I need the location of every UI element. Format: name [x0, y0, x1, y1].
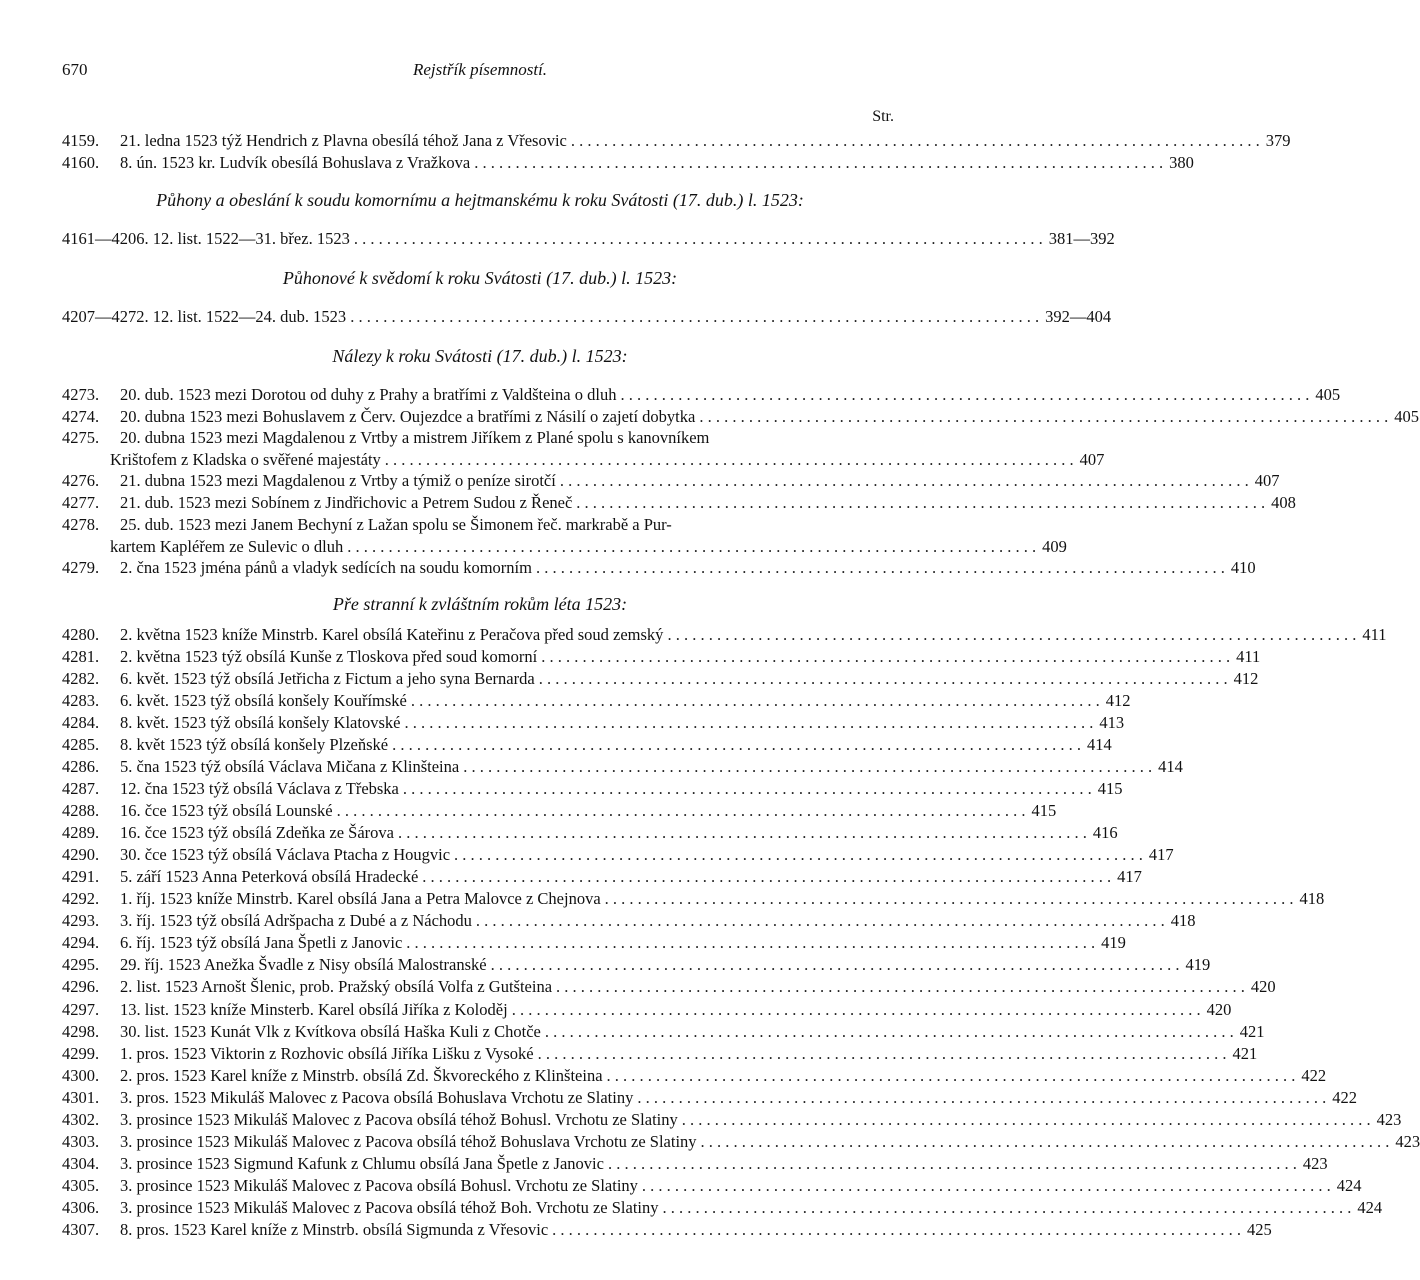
entry-number: 4293.: [62, 911, 100, 931]
page-ref: 415: [1031, 801, 1057, 821]
page-ref: 423: [1302, 1153, 1328, 1173]
page-ref: 423: [1376, 1109, 1402, 1129]
leader-dots: [343, 536, 1036, 558]
page-ref: 421: [1232, 1043, 1258, 1063]
page-ref: 419: [1101, 933, 1126, 953]
entry-text: 1. pros. 1523 Viktorin z Rozhovic obsílá Jiříka Lišku z Vysoké: [120, 1043, 534, 1063]
leader-dots: [399, 778, 1092, 800]
entry-text-continued: kartem Kapléřem ze Sulevic o dluh: [110, 536, 344, 556]
leader-dots: [535, 668, 1228, 690]
page-ref: 410: [1230, 557, 1256, 577]
entry-number: 4290.: [62, 845, 100, 865]
leader-dots: [601, 888, 1294, 910]
leader-dots: [603, 1065, 1296, 1087]
page-ref: 424: [1357, 1197, 1383, 1217]
entry-text: 8. květ. 1523 týž obsílá konšely Klatovské: [120, 713, 401, 733]
entry-number: 4275.: [62, 428, 100, 448]
leader-dots: [459, 756, 1152, 778]
page-ref: 420: [1206, 999, 1232, 1019]
register-entry: [62, 1197, 1383, 1219]
register-entry: [62, 999, 1232, 1021]
register-entry: [62, 427, 1105, 471]
page-ref: 407: [1079, 450, 1105, 470]
register-entry: [62, 844, 1174, 866]
entry-text: 30. čce 1523 týž obsílá Václava Ptacha z Hougvic: [120, 845, 451, 865]
entry-text: 30. list. 1523 Kunát Vlk z Kvítkova obsílá Haška Kuli z Chotče: [120, 1021, 541, 1041]
entry-text: 6. květ. 1523 týž obsílá Jetřicha z Fictum a jeho syna Bernarda: [120, 669, 535, 689]
leader-dots: [633, 1087, 1326, 1109]
register-entry: [62, 624, 1387, 646]
page-ref: 422: [1301, 1065, 1327, 1085]
page-ref: 405: [1315, 385, 1341, 404]
entry-number: 4276.: [62, 471, 100, 491]
leader-dots: [678, 1109, 1371, 1131]
register-entry: [62, 756, 1183, 778]
leader-dots: [407, 690, 1100, 712]
leader-dots: [556, 470, 1249, 492]
leader-dots: [663, 624, 1356, 646]
register-entry: [62, 668, 1259, 690]
register-entry: [62, 932, 1126, 954]
register-entry: [62, 1021, 1265, 1043]
entry-text: 29. říj. 1523 Anežka Švadle z Nisy obsílá Malostranské: [120, 955, 487, 975]
page-ref: 416: [1092, 823, 1118, 843]
entry-number: 4160.: [62, 153, 100, 172]
section-heading: Půhonové k svědomí k roku Svátosti (17. dub.) l. 1523:: [282, 268, 678, 288]
register-entry: [62, 492, 1296, 514]
entry-number: 4282.: [62, 669, 100, 689]
page-ref: 407: [1254, 471, 1280, 491]
entry-number: 4292.: [62, 889, 100, 909]
entry-text: 21. dub. 1523 mezi Sobínem z Jindřichovic a Petrem Sudou z Řeneč: [120, 493, 573, 512]
leader-dots: [532, 557, 1225, 579]
section-heading: Půhony a obeslání k soudu komornímu a hejtmanskému k roku Svátosti (17. dub.) l. 1523:: [156, 190, 804, 210]
entry-number: 4296.: [62, 977, 100, 997]
register-entry: [62, 514, 1067, 558]
page-ref: 418: [1299, 889, 1325, 909]
range-entry: [62, 306, 1112, 328]
entry-text: 25. dub. 1523 mezi Janem Bechyní z Lažan spolu se Šimonem řeč. markrabě a Pur-: [120, 514, 672, 534]
entry-text: 8. ún. 1523 kr. Ludvík obesílá Bohuslava z Vražkova: [120, 153, 471, 172]
page-ref: 411: [1362, 625, 1387, 644]
register-entry: [62, 712, 1125, 734]
entry-text: 21. dubna 1523 mezi Magdalenou z Vrtby a týmiž o peníze sirotčí: [120, 471, 556, 491]
register-entry: [62, 976, 1276, 998]
leader-dots: [534, 1043, 1227, 1065]
range-text: 4207—4272. 12. list. 1522—24. dub. 1523: [62, 307, 347, 326]
entry-number: 4298.: [62, 1021, 100, 1041]
page-ref: 419: [1185, 955, 1211, 975]
entry-text: 6. květ. 1523 týž obsílá konšely Kouřímské: [120, 691, 407, 711]
entry-number: 4287.: [62, 779, 100, 799]
leader-dots: [394, 822, 1087, 844]
entry-number: 4286.: [62, 757, 100, 777]
register-entry: [62, 800, 1057, 822]
entry-text: 5. čna 1523 týž obsílá Václava Mičana z Klinšteina: [120, 757, 460, 777]
register-entry: [62, 470, 1280, 492]
leader-dots: [638, 1175, 1331, 1197]
entry-number: 4295.: [62, 955, 100, 975]
entry-number: 4300.: [62, 1065, 100, 1085]
entry-number: 4305.: [62, 1175, 100, 1195]
entry-text: 3. prosince 1523 Mikuláš Malovec z Pacova obsílá téhož Bohusl. Vrchotu ze Slatiny: [120, 1109, 678, 1129]
entry-text: 3. prosince 1523 Mikuláš Malovec z Pacova obsílá téhož Bohuslava Vrchotu ze Slatiny: [120, 1131, 697, 1151]
register-entry: [62, 690, 1131, 712]
entry-number: 4278.: [62, 514, 100, 534]
entry-number: 4159.: [62, 131, 100, 150]
page-ref: 420: [1250, 977, 1276, 997]
entry-text: 1. říj. 1523 kníže Minstrb. Karel obsílá Jana a Petra Malovce z Chejnova: [120, 889, 601, 909]
entry-text: 2. května 1523 týž obsílá Kunše z Tloskova před soud komorní: [120, 647, 538, 667]
entry-text: 3. prosince 1523 Mikuláš Malovec z Pacova obsílá téhož Boh. Vrchotu ze Slatiny: [120, 1197, 659, 1217]
entry-text: 2. pros. 1523 Karel kníže z Minstrb. obsílá Zd. Škvoreckého z Klinšteina: [120, 1065, 603, 1085]
column-label-page: Str.: [872, 108, 894, 125]
entry-number: 4306.: [62, 1197, 100, 1217]
entry-text: 16. čce 1523 týž obsílá Lounské: [120, 801, 333, 821]
page-ref: 425: [1247, 1219, 1272, 1239]
leader-dots: [400, 712, 1093, 734]
leader-dots: [346, 306, 1039, 328]
entry-text: 21. ledna 1523 týž Hendrich z Plavna obesílá téhož Jana z Vřesovic: [120, 131, 567, 150]
entry-number: 4289.: [62, 823, 100, 843]
leader-dots: [604, 1153, 1297, 1175]
page-ref: 379: [1265, 131, 1291, 150]
page-ref: 412: [1233, 669, 1259, 689]
page-ref: 408: [1271, 493, 1296, 512]
page-ref: 422: [1332, 1087, 1357, 1107]
entry-text: 6. říj. 1523 týž obsílá Jana Špetli z Janovic: [120, 933, 403, 953]
page-ref: 381—392: [1048, 229, 1115, 248]
register-entry: [62, 1131, 1420, 1153]
leader-dots: [470, 152, 1163, 174]
register-entry: [62, 954, 1211, 976]
leader-dots: [508, 999, 1201, 1021]
register-entry: [62, 130, 1291, 152]
register-entry: [62, 1219, 1272, 1241]
page-ref: 411: [1236, 647, 1261, 667]
entry-text: 8. pros. 1523 Karel kníže z Minstrb. obsílá Sigmunda z Vřesovic: [120, 1219, 549, 1239]
leader-dots: [616, 384, 1309, 406]
register-entry: [62, 1065, 1327, 1087]
entry-number: 4283.: [62, 691, 100, 711]
entry-number: 4279.: [62, 557, 100, 577]
entry-text: 3. prosince 1523 Sigmund Kafunk z Chlumu obsílá Jana Špetle z Janovic: [120, 1153, 604, 1173]
register-entry: [62, 384, 1341, 406]
entry-number: 4285.: [62, 735, 100, 755]
entry-number: 4299.: [62, 1043, 100, 1063]
leader-dots: [402, 932, 1095, 954]
leader-dots: [548, 1219, 1241, 1241]
entry-text: 12. čna 1523 týž obsílá Václava z Třebska: [120, 779, 399, 799]
entry-text: 16. čce 1523 týž obsílá Zdeňka ze Šárova: [120, 823, 394, 843]
entry-number: 4301.: [62, 1087, 100, 1107]
page-ref: 405: [1394, 406, 1419, 426]
register-entry: [62, 557, 1256, 579]
page-ref: 418: [1170, 911, 1196, 931]
register-entry: [62, 646, 1261, 668]
entry-number: 4297.: [62, 999, 100, 1019]
leader-dots: [487, 954, 1180, 976]
page-number: 670: [62, 60, 88, 79]
register-entry: [62, 734, 1112, 756]
entry-number: 4280.: [62, 625, 100, 644]
entry-number: 4277.: [62, 493, 100, 512]
section-heading: Pře stranní k zvláštním rokům léta 1523:: [332, 594, 628, 614]
leader-dots: [472, 910, 1165, 932]
register-entry: [62, 778, 1123, 800]
register-entry: [62, 1043, 1258, 1065]
page-ref: 417: [1117, 867, 1142, 887]
leader-dots: [537, 646, 1230, 668]
register-entry: [62, 822, 1118, 844]
entry-text-continued: Krištofem z Kladska o svěřené majestáty: [110, 450, 381, 470]
leader-dots: [695, 406, 1388, 428]
entry-text: 3. říj. 1523 týž obsílá Adršpacha z Dubé a z Náchodu: [120, 911, 472, 931]
page-ref: 417: [1148, 845, 1174, 865]
entry-text: 2. května 1523 kníže Minstrb. Karel obsílá Kateřinu z Peračova před soud zemský: [120, 625, 664, 644]
entry-text: 3. prosince 1523 Mikuláš Malovec z Pacova obsílá Bohusl. Vrchotu ze Slatiny: [120, 1175, 638, 1195]
leader-dots: [541, 1021, 1234, 1043]
page-ref: 414: [1086, 735, 1112, 755]
range-text: 4161—4206. 12. list. 1522—31. břez. 1523: [62, 229, 350, 248]
entry-number: 4273.: [62, 385, 100, 404]
entry-text: 20. dub. 1523 mezi Dorotou od duhy z Prahy a bratřími z Valdšteina o dluh: [120, 385, 617, 404]
register-entry: [62, 888, 1325, 910]
entry-number: 4288.: [62, 801, 100, 821]
entry-number: 4281.: [62, 647, 100, 667]
leader-dots: [388, 734, 1081, 756]
register-entry: [62, 406, 1419, 428]
page-ref: 415: [1097, 779, 1123, 799]
entry-text: 20. dubna 1523 mezi Bohuslavem z Červ. Oujezdce a bratřími z Násilí o zajetí dobytka: [120, 406, 696, 426]
page-ref: 412: [1105, 691, 1131, 711]
entry-text: 13. list. 1523 kníže Minsterb. Karel obsílá Jiříka z Koloděj: [120, 999, 508, 1019]
page-title: Rejstřík písemností.: [412, 60, 548, 79]
leader-dots: [572, 492, 1265, 514]
entry-text: 5. září 1523 Anna Peterková obsílá Hradecké: [120, 867, 419, 887]
leader-dots: [333, 800, 1026, 822]
page-ref: 421: [1239, 1021, 1265, 1041]
leader-dots: [350, 228, 1043, 250]
entry-number: 4274.: [62, 406, 100, 426]
range-entry: [62, 228, 1115, 250]
register-entry: [62, 866, 1142, 888]
leader-dots: [450, 844, 1143, 866]
leader-dots: [697, 1131, 1390, 1153]
entry-number: 4303.: [62, 1131, 100, 1151]
entry-text: 2. čna 1523 jména pánů a vladyk sedících na soudu komorním: [120, 557, 532, 577]
entry-number: 4304.: [62, 1153, 100, 1173]
register-entry: [62, 910, 1196, 932]
page-ref: 423: [1395, 1131, 1420, 1151]
leader-dots: [659, 1197, 1352, 1219]
entry-number: 4307.: [62, 1219, 100, 1239]
entry-text: 8. květ 1523 týž obsílá konšely Plzeňské: [120, 735, 389, 755]
register-entry: [62, 1175, 1362, 1197]
register-entry: [62, 1153, 1328, 1175]
leader-dots: [418, 866, 1111, 888]
page-ref: 414: [1158, 757, 1183, 777]
entry-text: 3. pros. 1523 Mikuláš Malovec z Pacova obsílá Bohuslava Vrchotu ze Slatiny: [120, 1087, 634, 1107]
register-entry: [62, 1087, 1357, 1109]
page-ref: 380: [1169, 153, 1194, 172]
leader-dots: [381, 449, 1074, 471]
section-heading: Nálezy k roku Svátosti (17. dub.) l. 1523:: [332, 346, 628, 366]
entry-number: 4291.: [62, 867, 100, 887]
page-ref: 392—404: [1045, 307, 1112, 326]
register-entry: [62, 152, 1194, 174]
leader-dots: [552, 976, 1245, 998]
entry-number: 4302.: [62, 1109, 100, 1129]
leader-dots: [567, 130, 1260, 152]
entry-text: 20. dubna 1523 mezi Magdalenou z Vrtby a mistrem Jiříkem z Plané spolu s kanovníkem: [120, 428, 710, 448]
entry-text: 2. list. 1523 Arnošt Šlenic, prob. Pražský obsílá Volfa z Gutšteina: [120, 977, 553, 997]
page-ref: 413: [1099, 713, 1125, 733]
entry-number: 4284.: [62, 713, 100, 733]
page-ref: 424: [1336, 1175, 1362, 1195]
register-entry: [62, 1109, 1402, 1131]
page-ref: 409: [1042, 536, 1067, 556]
entry-number: 4294.: [62, 933, 100, 953]
